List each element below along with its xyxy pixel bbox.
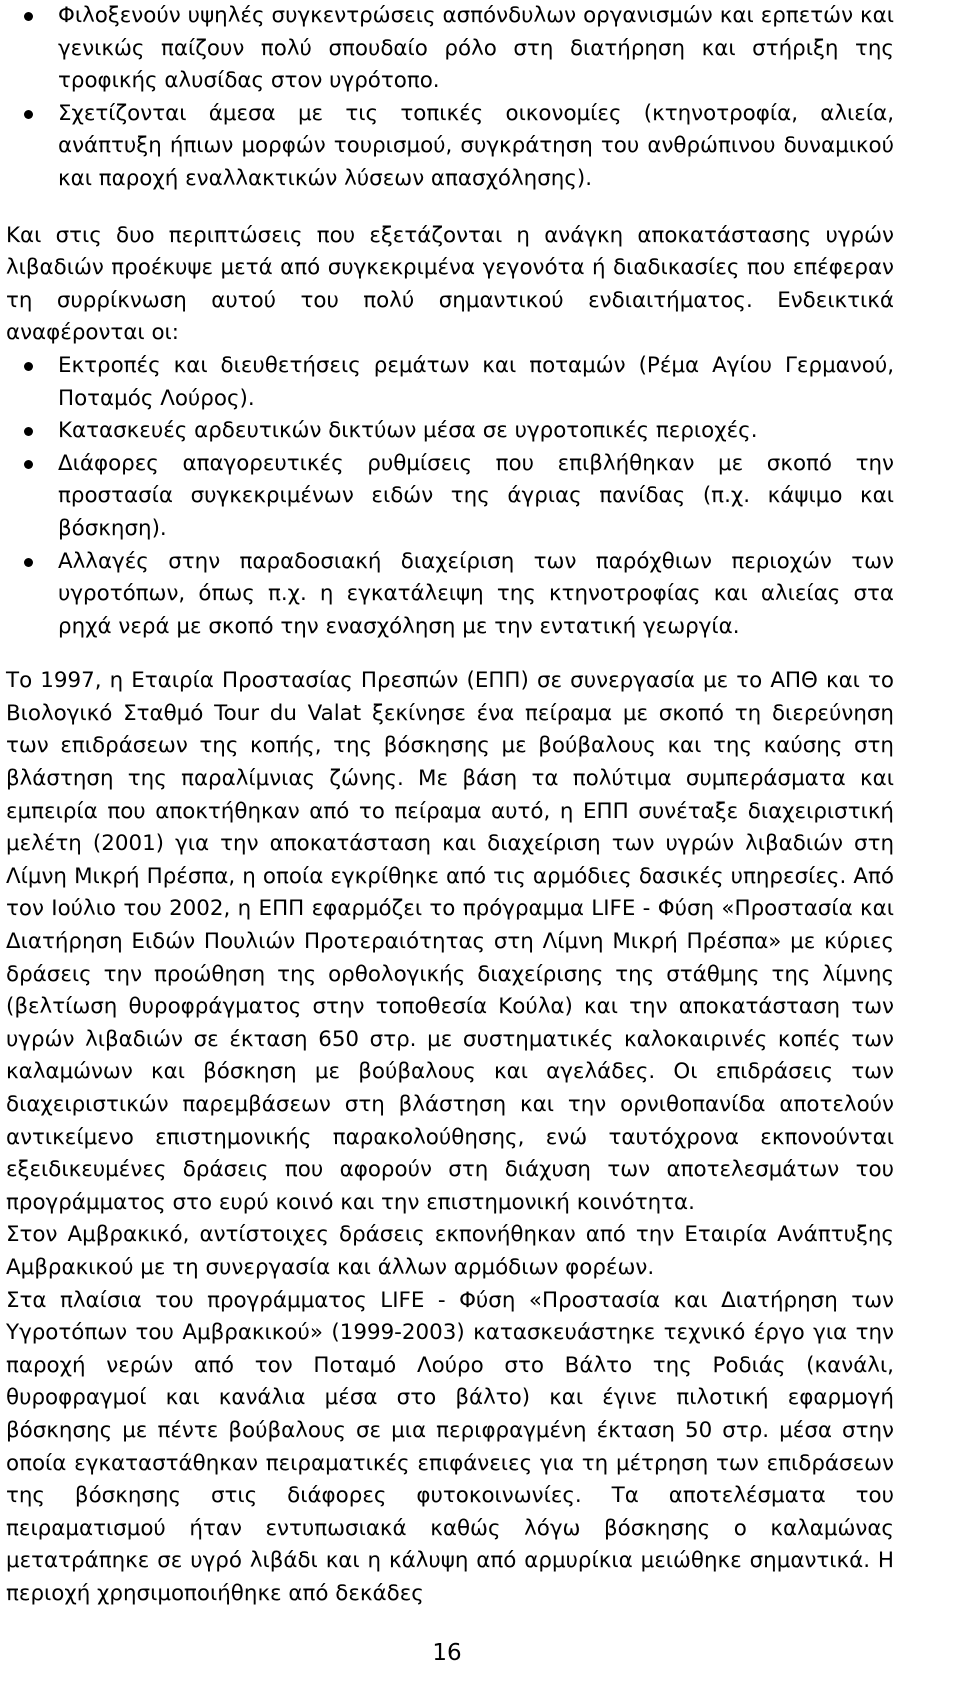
bullet-icon <box>24 558 33 567</box>
list-item-text: Κατασκευές αρδευτικών δικτύων μέσα σε υγροτοπικές περιοχές. <box>58 418 758 444</box>
list-item <box>6 98 894 196</box>
list-item <box>6 448 894 546</box>
causes-list <box>6 350 894 643</box>
list-item <box>6 0 894 98</box>
list-item-text: Διάφορες απαγορευτικές ρυθμίσεις που επιβλήθηκαν με σκοπό την προστασία συγκεκριμένων ειδών της άγριας πανίδας (π.χ. κάψιμο και βόσκηση). <box>58 450 894 541</box>
list-item <box>6 546 894 644</box>
wetland-value-list <box>6 0 894 196</box>
page-number: 16 <box>432 1640 462 1666</box>
amvrakikos-paragraph-life: Στα πλαίσια του προγράμματος LIFE - Φύση «Προστασία και Διατήρηση των Υγροτόπων του Αμβρακικού» (1999-2003) κατασκευάστηκε τεχνικό έργο για την παροχή νερών από τον Ποταμό Λούρο στο Βάλτο της Ροδιάς (κανάλι, θυροφραγμοί και κανάλια μέσα στο βάλτο) και έγινε πιλοτική εφαρμογή βόσκησης με πέντε βούβαλους σε μια περιφραγμένη έκταση 50 στρ. μέσα στην οποία εγκαταστάθηκαν πειραματικές επιφάνειες για τη μέτρηση των επιδράσεων της βόσκησης στις διάφορες φυτοκοινωνίες. Τα αποτελέσματα του πειραματισμού ήταν εντυπωσιακά καθώς λόγω βόσκησης ο καλαμώνας μετατράπηκε σε υγρό λιβάδι και η κάλυψη από αρμυρίκια μειώθηκε σημαντικά. Η περιοχή χρησιμοποιήθηκε από δεκάδες <box>6 1287 894 1606</box>
amvrakikos-paragraph-intro: Στον Αμβρακικό, αντίστοιχες δράσεις εκπονήθηκαν από την Εταιρία Ανάπτυξης Αμβρακικού με τη συνεργασία και άλλων αρμόδιων φορέων. <box>6 1222 894 1280</box>
list-item <box>6 415 894 448</box>
bullet-icon <box>24 110 33 119</box>
bullet-icon <box>24 427 33 436</box>
bullet-icon <box>24 12 33 21</box>
intro-paragraph: Και στις δυο περιπτώσεις που εξετάζονται η ανάγκη αποκατάστασης υγρών λιβαδιών προέκυψε μετά από συγκεκριμένα γεγονότα ή διαδικασίες που επέφεραν τη συρρίκνωση αυτού του πολύ σημαντικού ενδιαιτήματος. Ενδεικτικά αναφέρονται οι: <box>6 222 894 346</box>
list-item <box>6 350 894 415</box>
list-item-text: Εκτροπές και διευθετήσεις ρεμάτων και ποταμών (Ρέμα Αγίου Γερμανού, Ποταμός Λούρος). <box>58 352 894 411</box>
list-item-text: Σχετίζονται άμεσα με τις τοπικές οικονομίες (κτηνοτροφία, αλιεία, ανάπτυξη ήπιων μορφών τουρισμού, συγκράτηση του ανθρώπινου δυναμικού και παροχή εναλλακτικών λύσεων απασχόλησης). <box>58 100 894 191</box>
list-item-text: Φιλοξενούν υψηλές συγκεντρώσεις ασπόνδυλων οργανισμών και ερπετών και γενικώς παίζουν πολύ σπουδαίο ρόλο στη διατήρηση και στήριξη της τροφικής αλυσίδας στον υγρότοπο. <box>58 3 894 94</box>
prespa-paragraph: Το 1997, η Εταιρία Προστασίας Πρεσπών (ΕΠΠ) σε συνεργασία με το ΑΠΘ και το Βιολογικό Σταθμό Tour du Valat ξεκίνησε ένα πείραμα με σκοπό τη διερεύνηση των επιδράσεων της κοπής, της βόσκησης με βούβαλους και της καύσης στη βλάστηση της παραλίμνιας ζώνης. Με βάση τα πολύτιμα συμπεράσματα και εμπειρία που αποκτήθηκαν από το πείραμα αυτό, η ΕΠΠ συνέταξε διαχειριστική μελέτη (2001) για την αποκατάσταση και διαχείριση των υγρών λιβαδιών στη Λίμνη Μικρή Πρέσπα, η οποία εγκρίθηκε από τις αρμόδιες δασικές υπηρεσίες. Από τον Ιούλιο του 2002, η ΕΠΠ εφαρμόζει το πρόγραμμα LIFE - Φύση «Προστασία και Διατήρηση Ειδών Πουλιών Προτεραιότητας στη Λίμνη Μικρή Πρέσπα» με κύριες δράσεις την προώθηση της ορθολογικής διαχείρισης της στάθμης της λίμνης (βελτίωση θυροφράγματος στην τοποθεσία Κούλα) και την αποκατάσταση των υγρών λιβαδιών σε έκταση 650 στρ. με συστηματικές καλοκαιρινές κοπές των καλαμώνων και βόσκηση με βούβαλους και αγελάδες. Οι επιδράσεις των διαχειριστικών παρεμβάσεων στη βλάστηση και την ορνιθοπανίδα αποτελούν αντικείμενο επιστημονικής παρακολούθησης, ενώ ταυτόχρονα εκπονούνται εξειδικευμένες δράσεις που αφορούν στη διάχυση των αποτελεσμάτων του προγράμματος στο ευρύ κοινό και την επιστημονική κοινότητα. <box>6 668 894 1215</box>
bullet-icon <box>24 362 33 371</box>
bullet-icon <box>24 460 33 469</box>
list-item-text: Αλλαγές στην παραδοσιακή διαχείριση των παρόχθιων περιοχών των υγροτόπων, όπως π.χ. η εγκατάλειψη της κτηνοτροφίας και αλιείας στα ρηχά νερά με σκοπό την ενασχόληση με την εντατική γεωργία. <box>58 548 894 639</box>
document-page <box>6 0 894 1611</box>
